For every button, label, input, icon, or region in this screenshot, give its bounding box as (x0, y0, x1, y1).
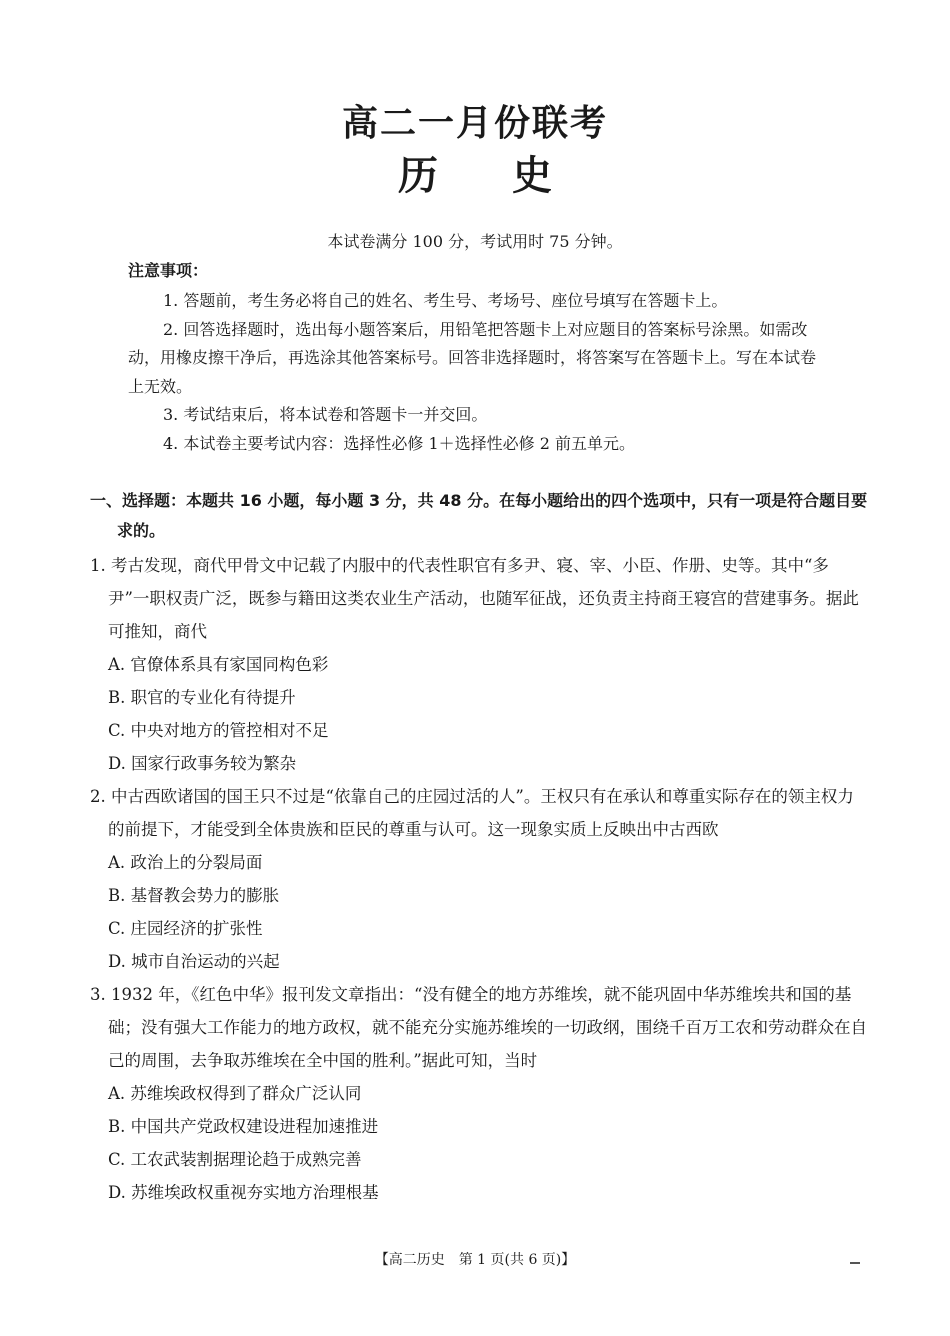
option-b: B. 职官的专业化有待提升 (108, 688, 296, 707)
question-stem: 1. 考古发现，商代甲骨文中记载了内服中的代表性职官有多尹、寝、宰、小臣、作册、史等。其中“多尹”一职权责广泛，既参与籍田这类农业生产活动，也随军征战，还负责主持商王寝宫的营建事务。据此可推知，商代 (90, 556, 859, 641)
question-2 (90, 780, 870, 978)
option-a: A. 苏维埃政权得到了群众广泛认同 (108, 1084, 362, 1103)
corner-mark (850, 1262, 860, 1264)
option-d: D. 城市自治运动的兴起 (108, 952, 280, 971)
note-item: 2. 回答选择题时，选出每小题答案后，用铅笔把答题卡上对应题目的答案标号涂黑。如需改动，用橡皮擦干净后，再选涂其他答案标号。回答非选择题时，将答案写在答题卡上。写在本试卷上无效。 (128, 319, 817, 396)
option-a: A. 政治上的分裂局面 (108, 853, 263, 872)
option-c: C. 庄园经济的扩张性 (108, 919, 263, 938)
option-b: B. 基督教会势力的膨胀 (108, 886, 280, 905)
exam-info: 本试卷满分 100 分，考试用时 75 分钟。 (327, 232, 623, 251)
option-c: C. 中央对地方的管控相对不足 (108, 721, 329, 740)
subject-title: 历 史 (398, 153, 552, 199)
question-list (90, 549, 870, 1209)
question-1 (90, 549, 870, 780)
option-c: C. 工农武装割据理论趋于成熟完善 (108, 1150, 362, 1169)
question-3 (90, 978, 870, 1209)
note-item: 4. 本试卷主要考试内容：选择性必修 1＋选择性必修 2 前五单元。 (163, 433, 635, 453)
option-d: D. 国家行政事务较为繁杂 (108, 754, 297, 773)
page-footer: 【高二历史 第 1 页(共 6 页)】 (374, 1252, 576, 1268)
notes-heading: 注意事项： (128, 261, 209, 280)
option-d: D. 苏维埃政权重视夯实地方治理根基 (108, 1183, 379, 1202)
note-item: 1. 答题前，考生务必将自己的姓名、考生号、考场号、座位号填写在答题卡上。 (163, 291, 728, 310)
option-b: B. 中国共产党政权建设进程加速推进 (108, 1117, 379, 1136)
section-heading: 一、选择题：本题共 16 小题，每小题 3 分，共 48 分。在每小题给出的四个选项中，只有一项是符合题目要求的。 (90, 491, 868, 540)
exam-title: 高二一月份联考 (341, 103, 608, 144)
notes-list (128, 287, 828, 458)
question-stem: 3. 1932 年，《红色中华》报刊发文章指出：“没有健全的地方苏维埃，就不能巩固中华苏维埃共和国的基础；没有强大工作能力的地方政权，就不能充分实施苏维埃的一切政纲，围绕千百万工农和劳动群众在自己的周围，去争取苏维埃在全中国的胜利。”据此可知，当时 (90, 985, 867, 1070)
option-a: A. 官僚体系具有家国同构色彩 (108, 655, 329, 674)
note-item: 3. 考试结束后，将本试卷和答题卡一并交回。 (163, 405, 488, 424)
question-stem: 2. 中古西欧诸国的国王只不过是“依靠自己的庄园过活的人”。王权只有在承认和尊重实际存在的领主权力的前提下，才能受到全体贵族和臣民的尊重与认可。这一现象实质上反映出中古西欧 (90, 787, 854, 839)
